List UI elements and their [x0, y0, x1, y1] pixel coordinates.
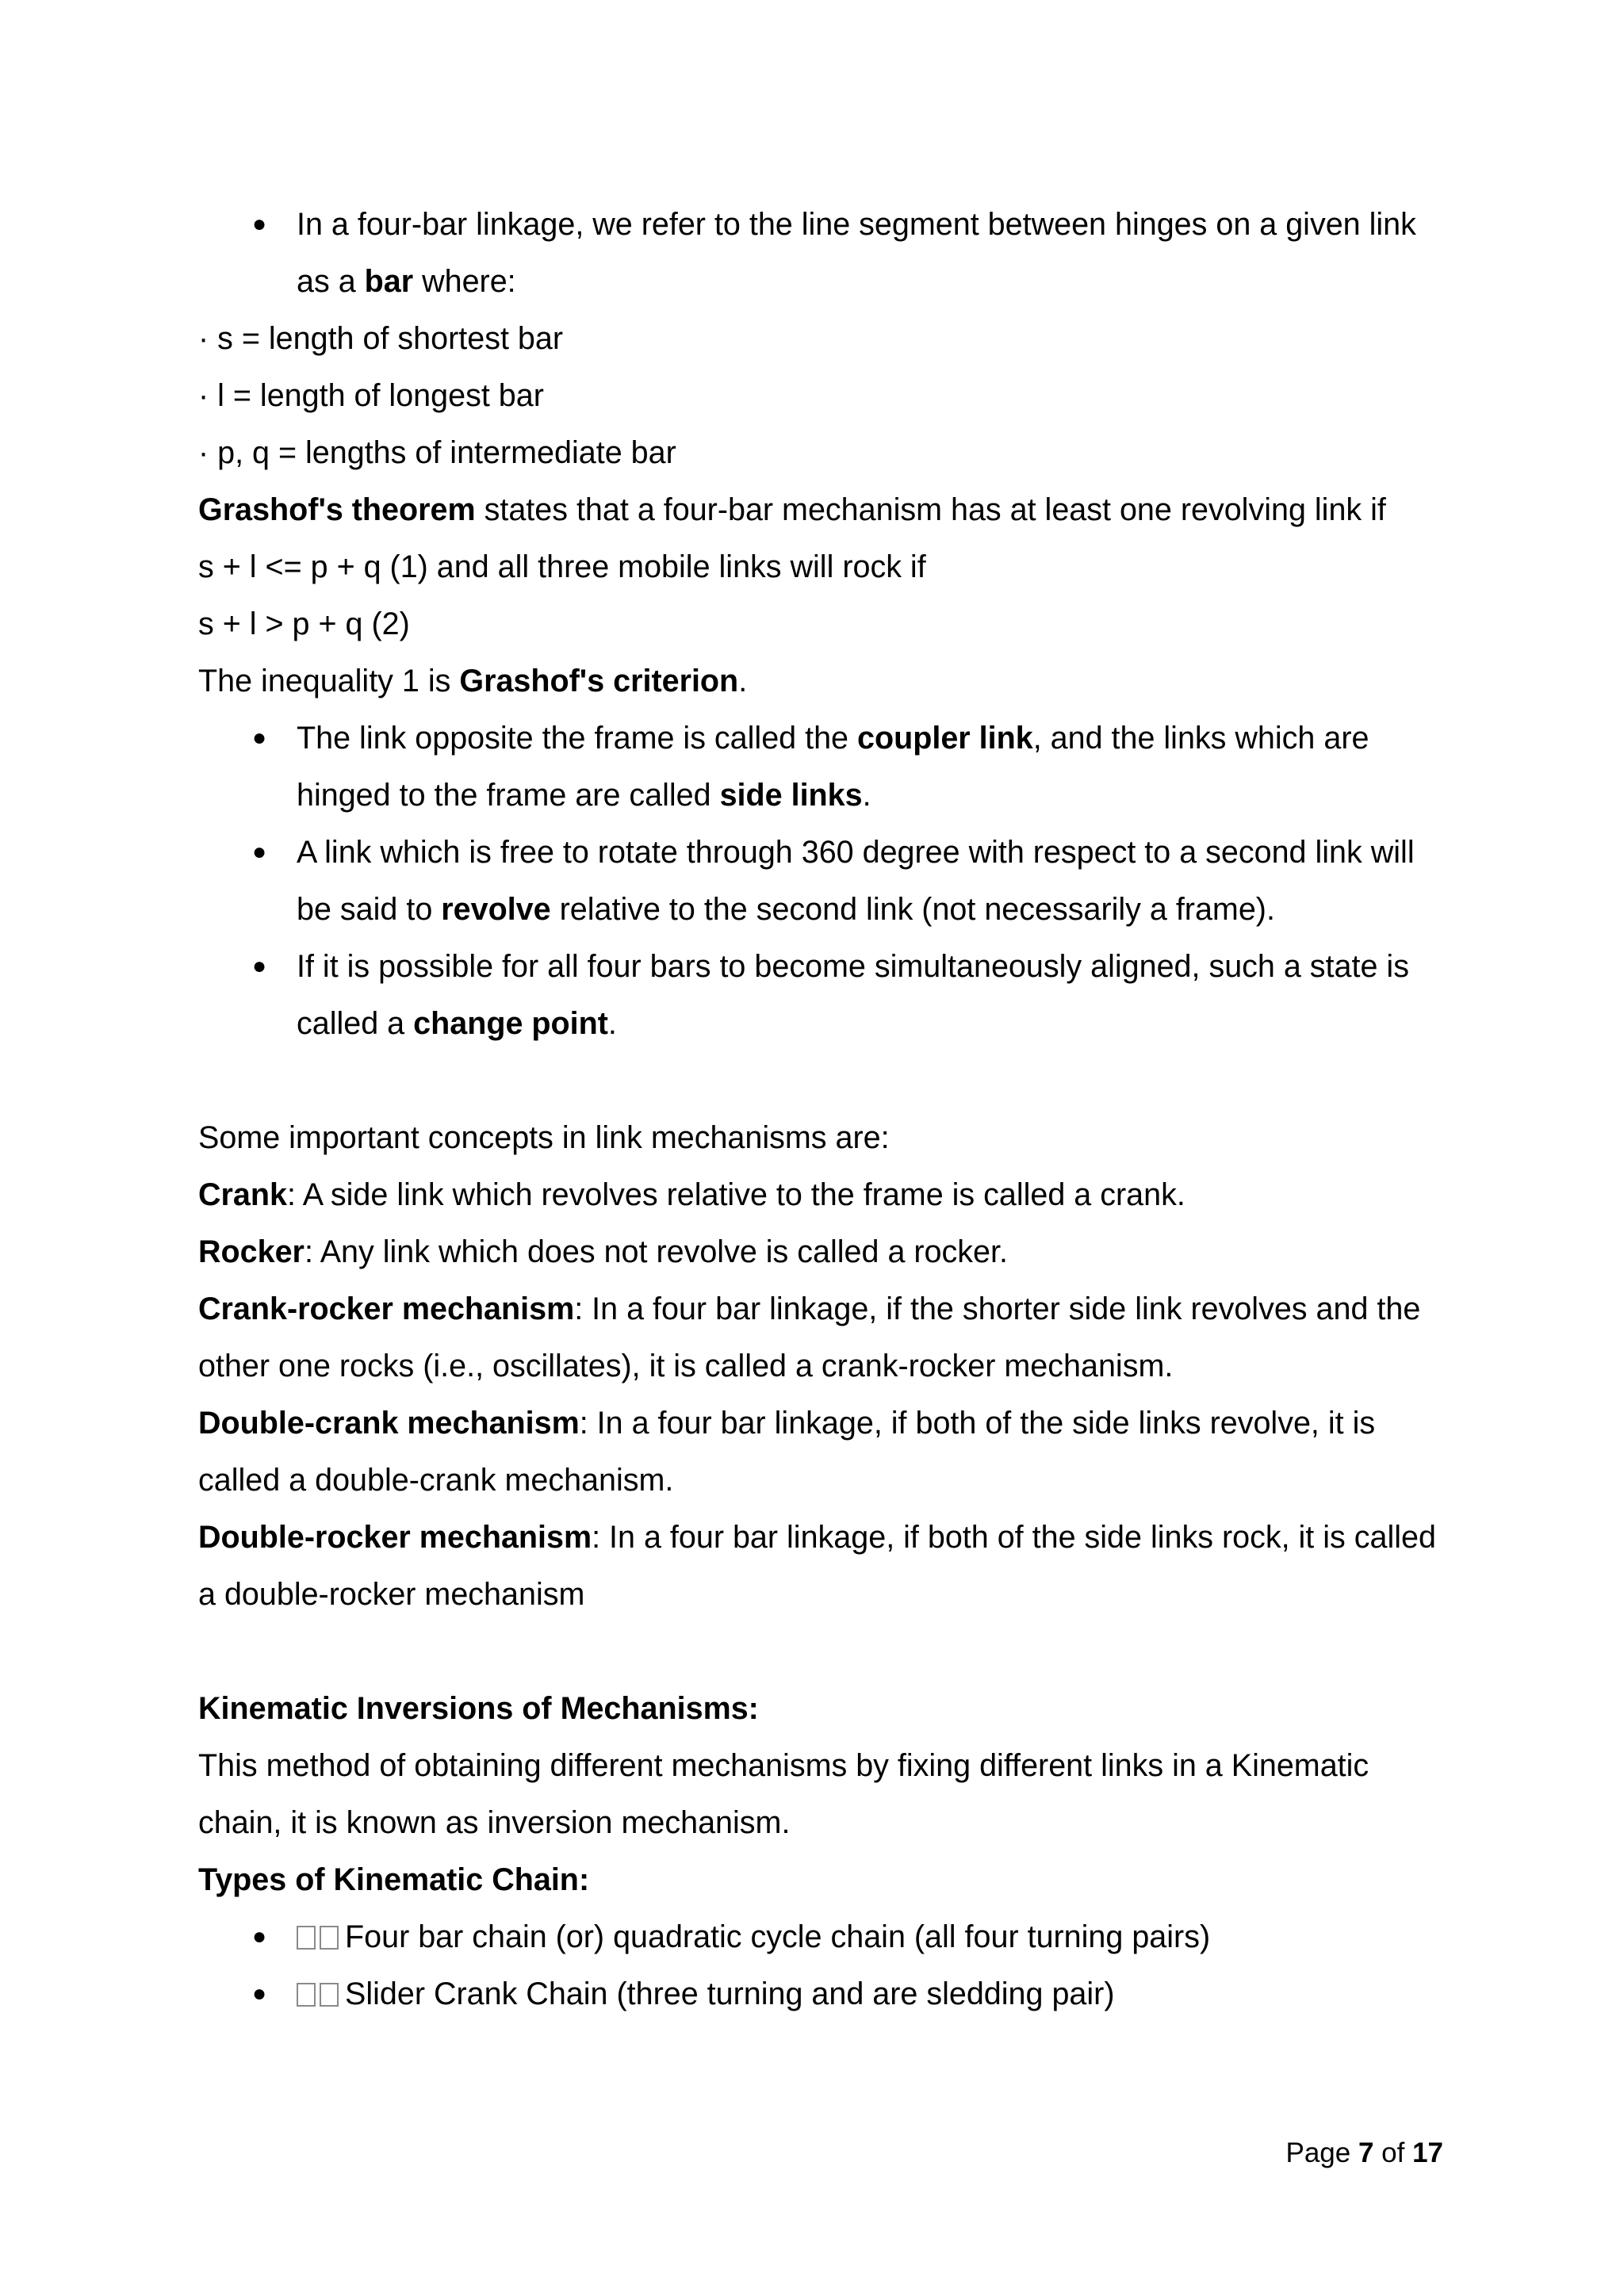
- link-terms-bullet-list: [198, 710, 1443, 1052]
- bullet-icon: ●: [252, 725, 267, 751]
- inversions-heading: [198, 1680, 1443, 1737]
- grashof-inequality-2: s + l > p + q (2): [198, 607, 410, 641]
- concept-term: Double-rocker mechanism: [198, 1520, 592, 1555]
- concept-crank-rocker: [198, 1280, 1443, 1395]
- bullet-icon: ●: [252, 1980, 267, 2007]
- page-number-footer: [1285, 2134, 1443, 2172]
- list-item: [198, 1965, 1443, 2022]
- concept-term: Rocker: [198, 1234, 304, 1269]
- definition-longest: · l = length of longest bar: [198, 378, 544, 413]
- grashof-inequality-1: s + l <= p + q (1) and all three mobile links will rock if: [198, 549, 926, 584]
- section-heading: Types of Kinematic Chain:: [198, 1862, 590, 1897]
- missing-glyph-icon: [297, 1965, 343, 2022]
- bullet-text-part: relative to the second link (not necessarily a frame).: [550, 892, 1275, 927]
- chain-type-text: Slider Crank Chain (three turning and are sledding pair): [345, 1976, 1115, 2011]
- bullet-text-bold: change point: [413, 1006, 608, 1041]
- bullet-text-bold: coupler link: [857, 721, 1033, 756]
- concept-crank: [198, 1166, 1443, 1223]
- bullet-text-part: where:: [413, 264, 516, 299]
- concept-double-rocker: [198, 1509, 1443, 1623]
- concept-text: : In a four bar linkage, if both of the side links revolve, it is called a double-crank mechanism.: [198, 1406, 1376, 1498]
- list-item: [198, 824, 1443, 938]
- list-item: [198, 196, 1443, 310]
- spacer: [198, 1052, 1443, 1109]
- inversions-text: This method of obtaining different mechanisms by fixing different links in a Kinematic chain, it is known as inversion mechanism.: [198, 1748, 1369, 1840]
- grashof-criterion-paragraph: [198, 652, 1443, 710]
- criterion-prefix: The inequality 1 is: [198, 664, 460, 698]
- grashof-theorem-term: Grashof's theorem: [198, 492, 476, 527]
- bullet-icon: ●: [252, 1923, 267, 1950]
- criterion-suffix: .: [738, 664, 748, 698]
- bullet-text-part: If it is possible for all four bars to become simultaneously aligned, such a state is called a: [297, 949, 1409, 1041]
- footer-page-number: 7: [1358, 2137, 1374, 2168]
- concept-text: : A side link which revolves relative to the frame is called a crank.: [286, 1177, 1185, 1212]
- list-item: [198, 1908, 1443, 1965]
- bullet-text-part: .: [607, 1006, 617, 1041]
- bullet-text-part: The link opposite the frame is called the: [297, 721, 857, 756]
- section-heading: Kinematic Inversions of Mechanisms:: [198, 1691, 759, 1726]
- bullet-text-bold: side links: [719, 778, 863, 813]
- criterion-term: Grashof's criterion: [459, 664, 739, 698]
- missing-glyph-icon: [297, 1908, 343, 1965]
- bullet-text-bold: bar: [364, 264, 414, 299]
- concept-double-crank: [198, 1395, 1443, 1509]
- concept-term: Double-crank mechanism: [198, 1406, 580, 1441]
- bullet-icon: ●: [252, 953, 267, 979]
- concept-term: Crank-rocker mechanism: [198, 1292, 575, 1326]
- concept-text: : In a four bar linkage, if the shorter side link revolves and the other one rocks (i.e., oscillates), it is called a crank-rocker mechanism.: [198, 1292, 1421, 1383]
- spacer: [198, 1623, 1443, 1680]
- definition-shortest: · s = length of shortest bar: [198, 321, 563, 356]
- concepts-intro: Some important concepts in link mechanisms are:: [198, 1120, 890, 1155]
- grashof-theorem-paragraph: [198, 481, 1443, 538]
- definition-intermediate: · p, q = lengths of intermediate bar: [198, 435, 676, 470]
- list-item: [198, 938, 1443, 1052]
- list-item: [198, 710, 1443, 824]
- chain-types-list: [198, 1908, 1443, 2022]
- chain-types-heading: [198, 1851, 1443, 1908]
- bullet-icon: ●: [252, 839, 267, 865]
- grashof-theorem-text: states that a four-bar mechanism has at least one revolving link if: [475, 492, 1386, 527]
- page-content: [198, 196, 1443, 2022]
- concept-term: Crank: [198, 1177, 287, 1212]
- bullet-text-part: A link which is free to rotate through 360 degree with respect to a second link will be said to: [297, 835, 1415, 927]
- footer-of: of: [1373, 2137, 1413, 2168]
- concept-text: : In a four bar linkage, if both of the side links rock, it is called a double-rocker mechanism: [198, 1520, 1436, 1612]
- concept-rocker: [198, 1223, 1443, 1280]
- bullet-icon: ●: [252, 211, 267, 237]
- bullet-text-bold: revolve: [441, 892, 551, 927]
- bullet-text-part: In a four-bar linkage, we refer to the line segment between hinges on a given link as a: [297, 207, 1416, 299]
- concept-text: : Any link which does not revolve is called a rocker.: [304, 1234, 1008, 1269]
- chain-type-text: Four bar chain (or) quadratic cycle chain (all four turning pairs): [345, 1919, 1211, 1954]
- footer-total-pages: 17: [1412, 2137, 1443, 2168]
- footer-prefix: Page: [1285, 2137, 1358, 2168]
- intro-bullet-list: [198, 196, 1443, 310]
- bullet-text-part: .: [862, 778, 871, 813]
- bullet-text-part: , and the links which are hinged to the frame are called: [297, 721, 1369, 813]
